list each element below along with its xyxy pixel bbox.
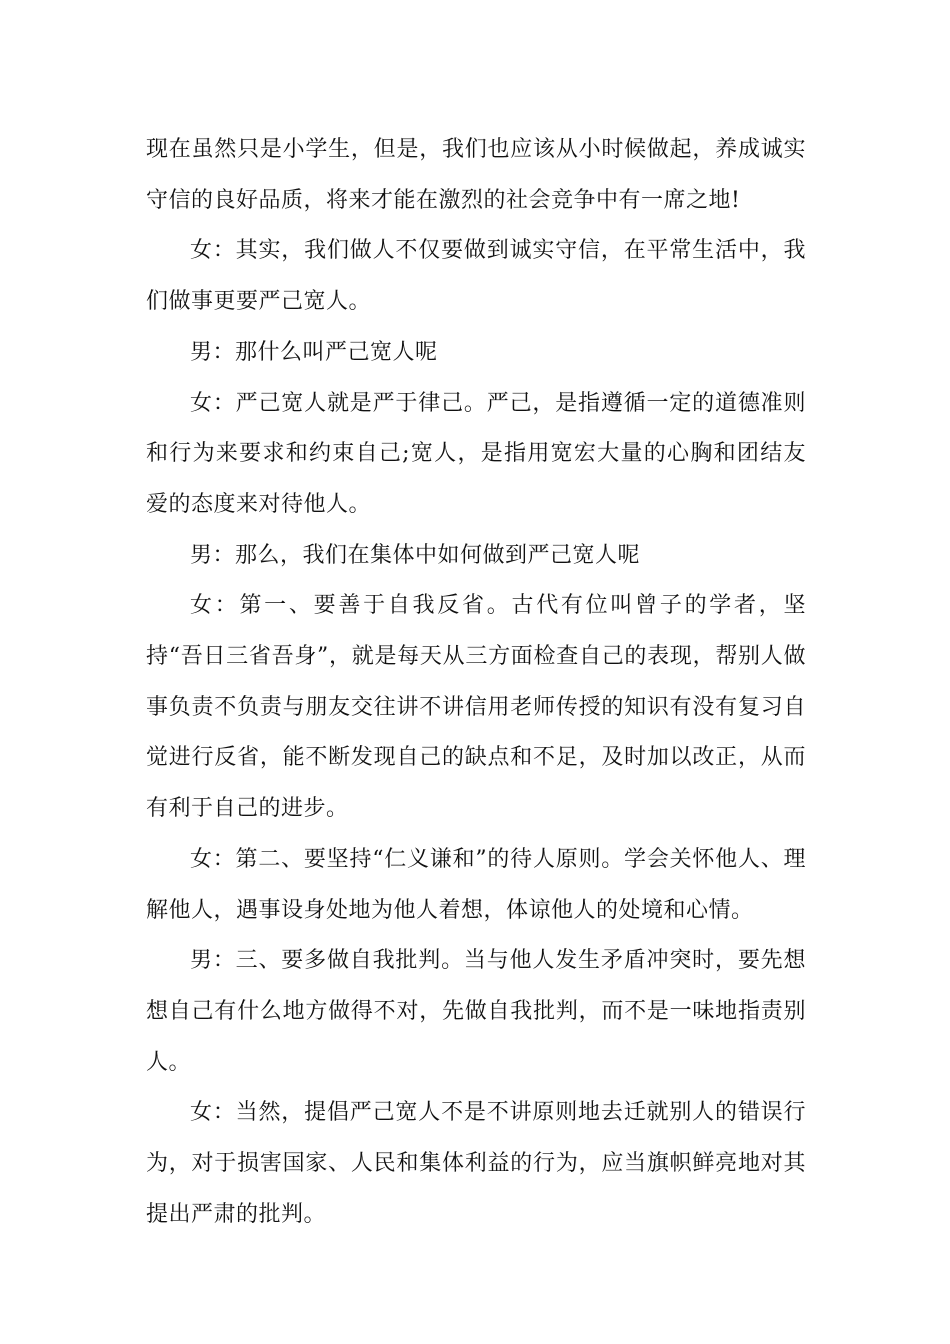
paragraph-1: 现在虽然只是小学生，但是，我们也应该从小时候做起，养成诚实守信的良好品质，将来才能在激烈的社会竞争中有一席之地! <box>146 137 806 213</box>
paragraph-3: 男：那什么叫严己宽人呢 <box>190 339 438 365</box>
paragraph-5: 男：那么，我们在集体中如何做到严己宽人呢 <box>190 542 641 568</box>
document-body <box>146 125 806 1240</box>
paragraph-2: 女：其实，我们做人不仅要做到诚实守信，在平常生活中，我们做事更要严己宽人。 <box>146 238 806 315</box>
paragraph-8: 男：三、要多做自我批判。当与他人发生矛盾冲突时，要先想想自己有什么地方做得不对，先做自我批判，而不是一味地指责别人。 <box>146 948 806 1075</box>
paragraph-9: 女：当然，提倡严己宽人不是不讲原则地去迁就别人的错误行为，对于损害国家、人民和集体利益的行为，应当旗帜鲜亮地对其提出严肃的批判。 <box>146 1100 806 1227</box>
paragraph-4: 女：严己宽人就是严于律己。严己，是指遵循一定的道德准则和行为来要求和约束自己;宽人，是指用宽宏大量的心胸和团结友爱的态度来对待他人。 <box>146 390 806 517</box>
paragraph-6: 女：第一、要善于自我反省。古代有位叫曾子的学者，坚持“吾日三省吾身”，就是每天从三方面检查自己的表现，帮别人做事负责不负责与朋友交往讲不讲信用老师传授的知识有没有复习自觉进行反省，能不断发现自己的缺点和不足，及时加以改正，从而有利于自己的进步。 <box>146 593 806 822</box>
paragraph-7: 女：第二、要坚持“仁义谦和”的待人原则。学会关怀他人、理解他人，遇事设身处地为他人着想，体谅他人的处境和心情。 <box>146 846 806 923</box>
